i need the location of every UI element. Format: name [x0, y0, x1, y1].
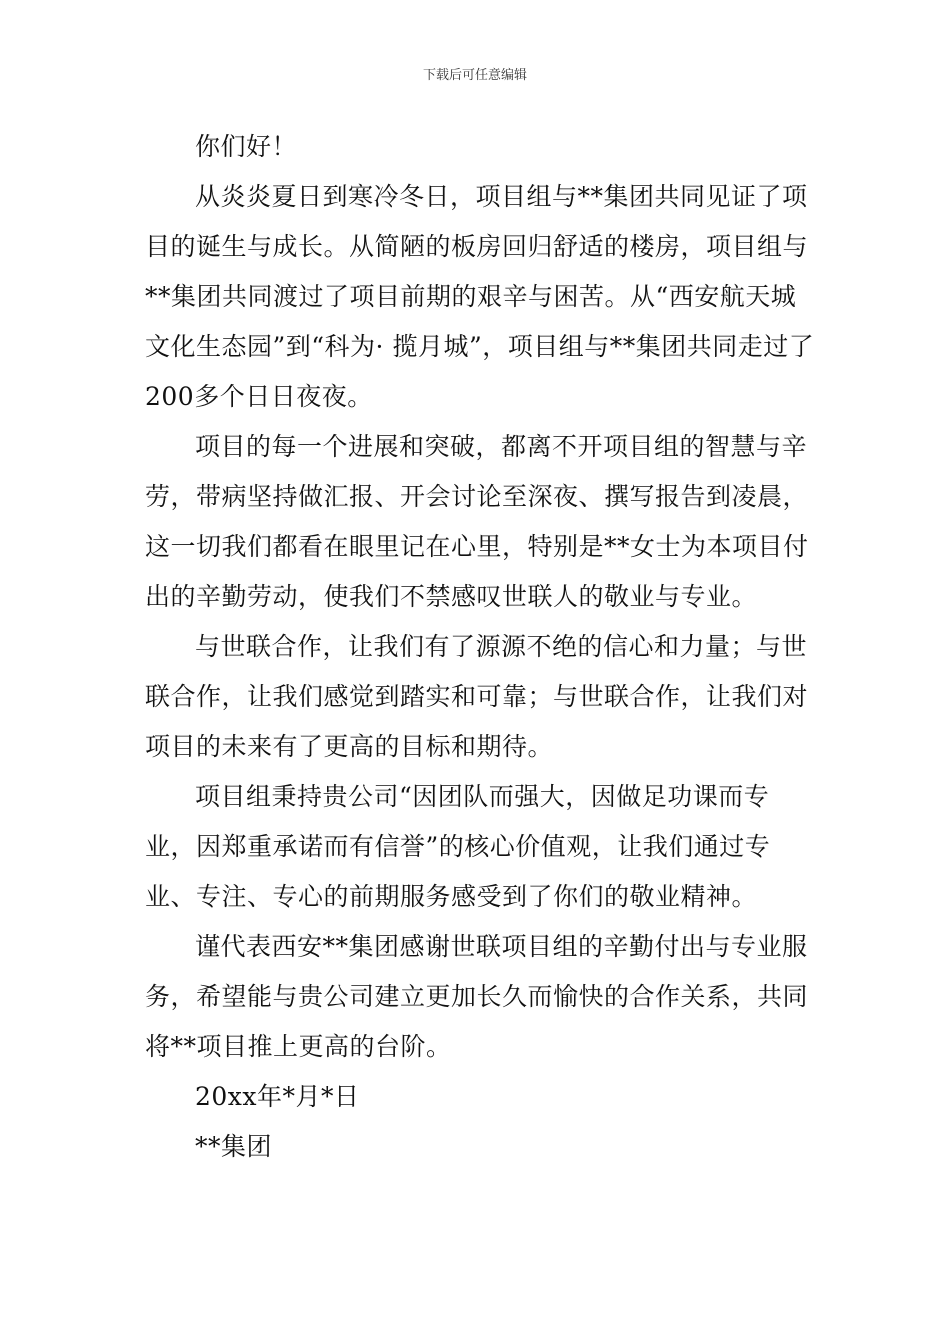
greeting: 你们好！: [195, 132, 298, 161]
paragraph-3: 与世联合作，让我们有了源源不绝的信心和力量；与世联合作，让我们感觉到踏实和可靠；与世联合作，让我们对项目的未来有了更高的目标和期待。: [145, 632, 809, 761]
page-header-note: 下载后可任意编辑: [422, 68, 527, 83]
letter-body: [145, 122, 815, 1172]
paragraph-4: 项目组秉持贵公司“因团队而强大，因做足功课而专业，因郑重承诺而有信誉”的核心价值观，让我们通过专业、专注、专心的前期服务感受到了你们的敬业精神。: [145, 782, 771, 911]
paragraph-5: 谨代表西安**集团感谢世联项目组的辛勤付出与专业服务，希望能与贵公司建立更加长久而愉快的合作关系，共同将**项目推上更高的台阶。: [145, 932, 809, 1061]
paragraph-2: 项目的每一个进展和突破，都离不开项目组的智慧与辛劳，带病坚持做汇报、开会讨论至深夜、撰写报告到凌晨，这一切我们都看在眼里记在心里，特别是**女士为本项目付出的辛勤劳动，使我们不禁感叹世联人的敬业与专业。: [145, 432, 809, 611]
letter-signature: **集团: [195, 1132, 273, 1161]
letter-date: 20xx年*月*日: [195, 1082, 360, 1111]
paragraph-1: 从炎炎夏日到寒冷冬日，项目组与**集团共同见证了项目的诞生与成长。从简陋的板房回归舒适的楼房，项目组与**集团共同渡过了项目前期的艰辛与困苦。从“西安航天城文化生态园”到“科为· 揽月城”，项目组与**集团共同走过了200多个日日夜夜。: [145, 182, 815, 411]
